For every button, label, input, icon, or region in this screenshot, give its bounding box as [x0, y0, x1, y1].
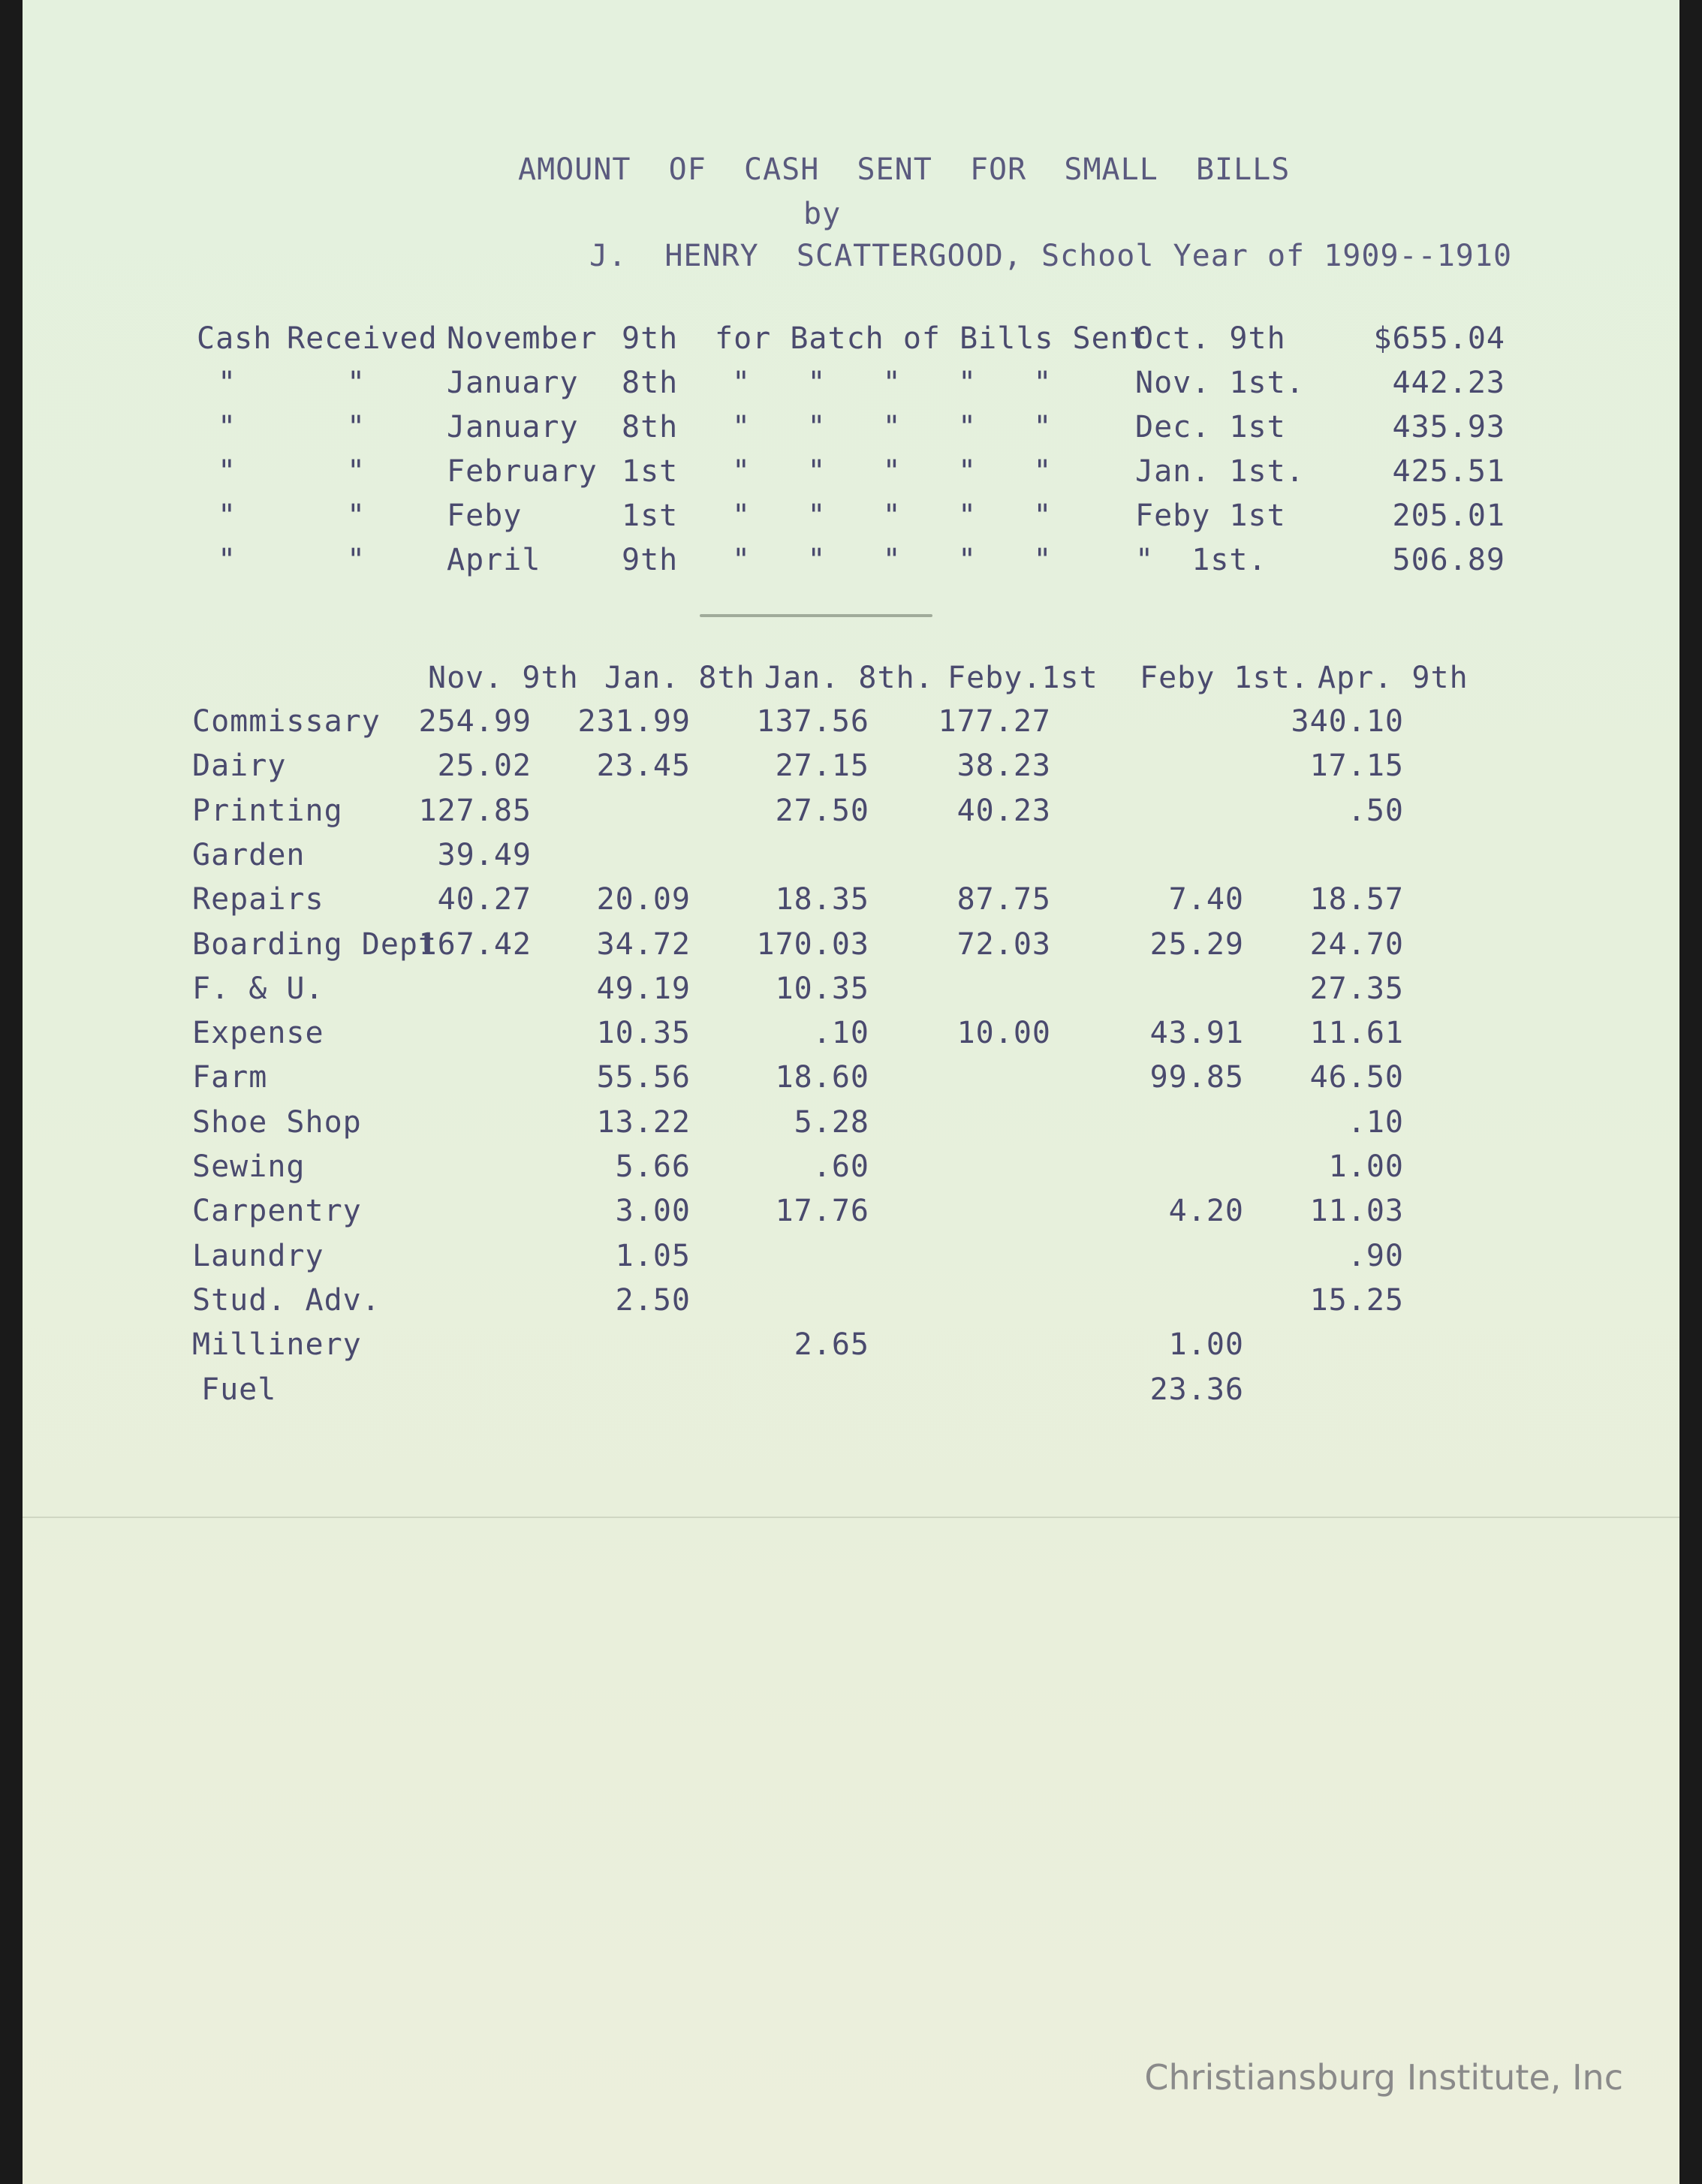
cell-value: 49.19 — [596, 971, 691, 1006]
cell-value: 99.85 — [1149, 1060, 1244, 1095]
cell-value: .60 — [812, 1149, 869, 1184]
receipt-month: Feby — [447, 499, 523, 533]
receipt-amount: 435.93 — [1392, 410, 1505, 444]
cell-value: 17.15 — [1309, 749, 1404, 784]
cell-value: 1.00 — [1328, 1149, 1404, 1184]
document-title: AMOUNT OF CASH SENT FOR SMALL BILLS — [518, 152, 1291, 187]
cell-value: 38.23 — [956, 749, 1051, 784]
cell-value: 27.35 — [1309, 971, 1404, 1006]
receipt-c2: " — [347, 454, 366, 489]
receipt-day: 8th — [622, 410, 679, 444]
cell-value: 10.35 — [775, 971, 869, 1006]
row-label: Carpentry — [192, 1194, 362, 1229]
cell-value: 1.05 — [615, 1238, 691, 1273]
receipt-sent: Oct. 9th — [1135, 321, 1286, 356]
receipt-phrase: for Batch of Bills Sent — [715, 321, 1148, 356]
cell-value: 27.50 — [775, 793, 869, 828]
receipt-c2: " — [347, 499, 366, 533]
document-subtitle: J. HENRY SCATTERGOOD, School Year of 1909--1910 — [589, 239, 1513, 273]
row-label: Millinery — [192, 1327, 362, 1363]
cell-value: 7.40 — [1168, 882, 1244, 917]
column-header: Apr. 9th — [1318, 661, 1469, 695]
receipt-c1: Cash — [197, 321, 273, 356]
cell-value: 3.00 — [615, 1194, 691, 1229]
row-label: Dairy — [192, 749, 287, 784]
receipt-phrase: " " " " " — [732, 454, 1053, 489]
cell-value: .50 — [1347, 793, 1404, 828]
cell-value: 5.66 — [615, 1149, 691, 1184]
cell-value: 72.03 — [956, 926, 1051, 962]
cell-value: 39.49 — [437, 837, 532, 872]
cell-value: 11.03 — [1309, 1194, 1404, 1229]
cell-value: 20.09 — [596, 882, 691, 917]
cell-value: 4.20 — [1168, 1194, 1244, 1229]
receipt-month: January — [447, 410, 579, 444]
row-label: Sewing — [192, 1149, 306, 1184]
institution-watermark: Christiansburg Institute, Inc — [1144, 2057, 1623, 2098]
cell-value: 87.75 — [956, 882, 1051, 917]
document-byline: by — [803, 197, 842, 231]
column-header: Nov. 9th — [428, 661, 579, 695]
receipt-month: January — [447, 366, 579, 400]
row-label: Commissary — [192, 704, 381, 739]
cell-value: 24.70 — [1309, 926, 1404, 962]
receipt-c1: " — [218, 410, 237, 444]
receipt-amount: 205.01 — [1392, 499, 1505, 533]
receipt-day: 8th — [622, 366, 679, 400]
column-header: Jan. 8th. — [764, 661, 934, 695]
cell-value: 10.00 — [956, 1016, 1051, 1051]
column-header: Feby.1st — [947, 661, 1098, 695]
row-label: Shoe Shop — [192, 1104, 362, 1140]
cell-value: 43.91 — [1149, 1016, 1244, 1051]
cell-value: 15.25 — [1309, 1282, 1404, 1318]
receipt-phrase: " " " " " — [732, 543, 1053, 577]
receipt-sent: Jan. 1st. — [1135, 454, 1305, 489]
cell-value: .10 — [1347, 1104, 1404, 1140]
column-header: Jan. 8th — [604, 661, 755, 695]
row-label: Farm — [192, 1060, 268, 1095]
cell-value: 34.72 — [596, 926, 691, 962]
row-label: Stud. Adv. — [192, 1282, 381, 1318]
cell-value: 13.22 — [596, 1104, 691, 1140]
cell-value: 254.99 — [418, 704, 532, 739]
receipt-month: April — [447, 543, 541, 577]
cell-value: 18.35 — [775, 882, 869, 917]
receipt-c2: " — [347, 543, 366, 577]
cell-value: 25.29 — [1149, 926, 1244, 962]
receipt-c2: " — [347, 410, 366, 444]
cell-value: 23.45 — [596, 749, 691, 784]
receipt-sent: Feby 1st — [1135, 499, 1286, 533]
receipt-amount: 442.23 — [1392, 366, 1505, 400]
row-label: Garden — [192, 837, 306, 872]
receipt-day: 9th — [622, 321, 679, 356]
cell-value: 2.50 — [615, 1282, 691, 1318]
cell-value: 25.02 — [437, 749, 532, 784]
receipt-phrase: " " " " " — [732, 410, 1053, 444]
receipt-sent: Dec. 1st — [1135, 410, 1286, 444]
row-label: Printing — [192, 793, 343, 828]
row-label: Expense — [192, 1016, 324, 1051]
row-label: F. & U. — [192, 971, 324, 1006]
receipt-c2: Received — [287, 321, 438, 356]
receipt-c1: " — [218, 454, 237, 489]
cell-value: 11.61 — [1309, 1016, 1404, 1051]
receipt-day: 9th — [622, 543, 679, 577]
row-label: Fuel — [201, 1372, 277, 1407]
cell-value: 18.57 — [1309, 882, 1404, 917]
cell-value: 127.85 — [418, 793, 532, 828]
cell-value: 231.99 — [577, 704, 691, 739]
cell-value: 167.42 — [418, 926, 532, 962]
column-header: Feby 1st. — [1140, 661, 1309, 695]
cell-value: .10 — [812, 1016, 869, 1051]
receipt-c1: " — [218, 499, 237, 533]
cell-value: 170.03 — [756, 926, 869, 962]
cell-value: 23.36 — [1149, 1372, 1244, 1407]
cell-value: 17.76 — [775, 1194, 869, 1229]
paper-fold-line — [23, 1517, 1679, 1518]
cell-value: 1.00 — [1168, 1327, 1244, 1363]
receipt-amount: 506.89 — [1392, 543, 1505, 577]
receipt-sent: " 1st. — [1135, 543, 1267, 577]
cell-value: 340.10 — [1291, 704, 1404, 739]
row-label: Laundry — [192, 1238, 324, 1273]
cell-value: 46.50 — [1309, 1060, 1404, 1095]
receipt-c2: " — [347, 366, 366, 400]
cell-value: 55.56 — [596, 1060, 691, 1095]
cell-value: 2.65 — [794, 1327, 869, 1363]
receipt-day: 1st — [622, 454, 679, 489]
receipt-amount: 425.51 — [1392, 454, 1505, 489]
receipt-c1: " — [218, 366, 237, 400]
receipt-month: November — [447, 321, 598, 356]
cell-value: 40.23 — [956, 793, 1051, 828]
section-divider — [700, 614, 932, 617]
cell-value: 137.56 — [756, 704, 869, 739]
cell-value: 10.35 — [596, 1016, 691, 1051]
cell-value: 5.28 — [794, 1104, 869, 1140]
row-label: Boarding Dept — [192, 926, 438, 962]
row-label: Repairs — [192, 882, 324, 917]
receipt-amount: $655.04 — [1373, 321, 1505, 356]
cell-value: 40.27 — [437, 882, 532, 917]
cell-value: 27.15 — [775, 749, 869, 784]
cell-value: .90 — [1347, 1238, 1404, 1273]
receipt-c1: " — [218, 543, 237, 577]
receipt-phrase: " " " " " — [732, 366, 1053, 400]
receipt-phrase: " " " " " — [732, 499, 1053, 533]
receipt-day: 1st — [622, 499, 679, 533]
cell-value: 18.60 — [775, 1060, 869, 1095]
cell-value: 177.27 — [938, 704, 1051, 739]
receipt-sent: Nov. 1st. — [1135, 366, 1305, 400]
receipt-month: February — [447, 454, 598, 489]
